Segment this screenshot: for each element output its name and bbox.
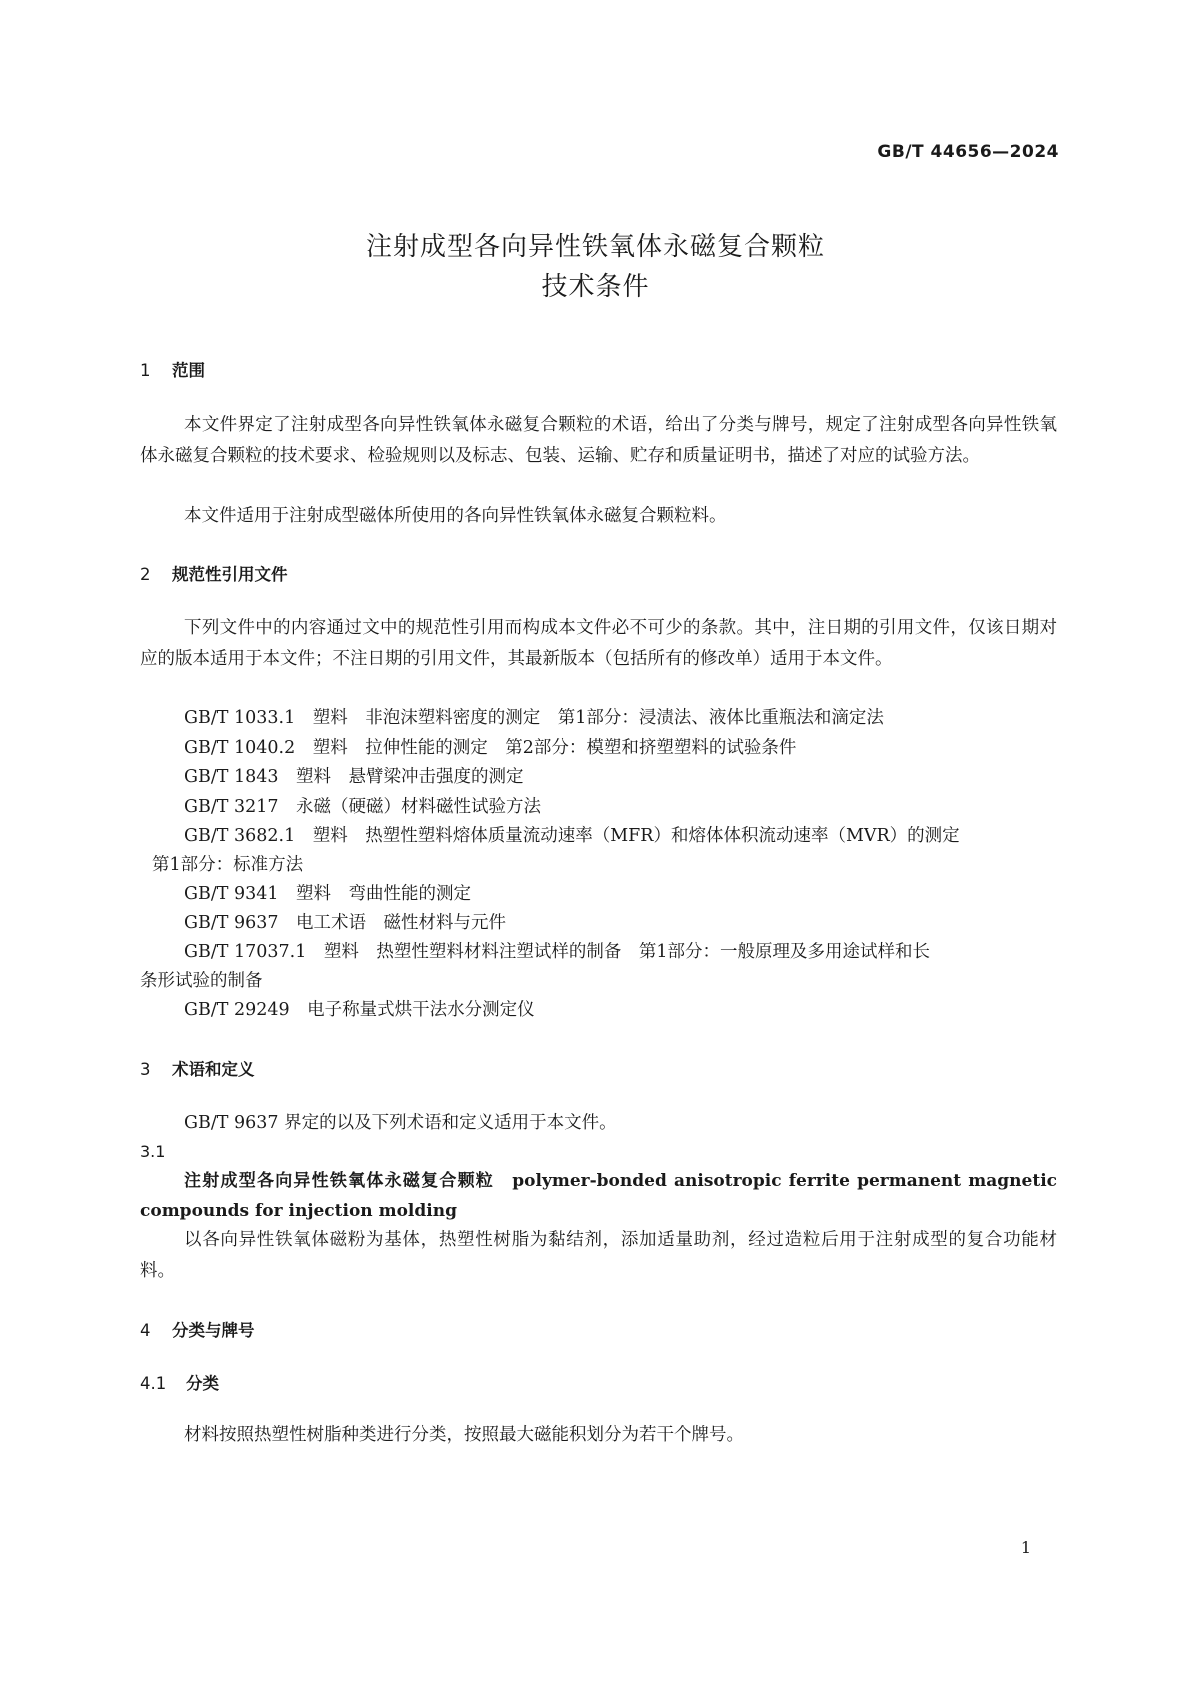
section-number: 1 [140,361,151,380]
standard-number: GB/T 44656—2024 [877,142,1059,162]
section-3-heading [140,1056,255,1080]
document-title-line1: 注射成型各向异性铁氧体永磁复合颗粒 [365,232,825,262]
section-2-heading [140,561,288,585]
subsection-title: 分类 [186,1374,219,1393]
normative-reference: GB/T 1843 塑料 悬臂梁冲击强度的测定 [184,767,524,787]
section-1-heading [140,357,205,381]
normative-reference: GB/T 9637 电工术语 磁性材料与元件 [184,913,507,933]
normative-reference-continued: 条形试验的制备 [140,971,263,991]
section-number: 3 [140,1060,151,1079]
section-title: 分类与牌号 [172,1321,255,1340]
sec4-paragraph-1: 材料按照热塑性树脂种类进行分类，按照最大磁能积划分为若干个牌号。 [184,1425,744,1445]
sec1-paragraph-2: 本文件适用于注射成型磁体所使用的各向异性铁氧体永磁复合颗粒料。 [184,506,727,526]
normative-reference: GB/T 1040.2 塑料 拉伸性能的测定 第2部分：模塑和挤塑塑料的试验条件 [184,738,797,758]
page-number: 1 [1020,1538,1031,1557]
term-chinese: 注射成型各向异性铁氧体永磁复合颗粒 [184,1171,495,1191]
normative-reference-continued: 第1部分：标准方法 [152,855,304,875]
normative-reference: GB/T 3682.1 塑料 热塑性塑料熔体质量流动速率（MFR）和熔体体积流动速率（MVR）的测定 [184,826,960,846]
normative-reference: GB/T 17037.1 塑料 热塑性塑料材料注塑试样的制备 第1部分：一般原理及多用途试样和长 [184,942,930,962]
section-number: 4 [140,1321,151,1340]
sec1-paragraph-1: 本文件界定了注射成型各向异性铁氧体永磁复合颗粒的术语，给出了分类与牌号，规定了注射成型各向异性铁氧体永磁复合颗粒的技术要求、检验规则以及标志、包装、运输、贮存和质量证明书，描述了对应的试验方法。 [140,415,1057,466]
subsection-number: 4.1 [140,1374,167,1393]
normative-reference: GB/T 1033.1 塑料 非泡沫塑料密度的测定 第1部分：浸渍法、液体比重瓶法和滴定法 [184,708,884,728]
sec2-paragraph-1: 下列文件中的内容通过文中的规范性引用而构成本文件必不可少的条款。其中，注日期的引用文件，仅该日期对应的版本适用于本文件；不注日期的引用文件，其最新版本（包括所有的修改单）适用于本文件。 [140,618,1057,669]
section-title: 规范性引用文件 [172,565,288,584]
section-number: 2 [140,565,151,584]
section-title: 术语和定义 [172,1060,255,1079]
term-number: 3.1 [140,1142,166,1161]
subsection-4-1-heading [140,1370,219,1394]
section-4-heading [140,1317,255,1341]
term-entry [140,1166,1057,1226]
sec3-paragraph-1: GB/T 9637 界定的以及下列术语和定义适用于本文件。 [184,1113,617,1133]
term-english: polymer-bonded anisotropic ferrite permanent magnetic compounds for injection molding [140,1171,1058,1221]
term-definition: 以各向异性铁氧体磁粉为基体，热塑性树脂为黏结剂，添加适量助剂，经过造粒后用于注射成型的复合功能材料。 [140,1230,1057,1281]
normative-reference: GB/T 29249 电子称量式烘干法水分测定仪 [184,1000,535,1020]
section-title: 范围 [172,361,205,380]
document-title-line2: 技术条件 [541,272,650,302]
normative-reference: GB/T 3217 永磁（硬磁）材料磁性试验方法 [184,797,542,817]
normative-reference: GB/T 9341 塑料 弯曲性能的测定 [184,884,472,904]
